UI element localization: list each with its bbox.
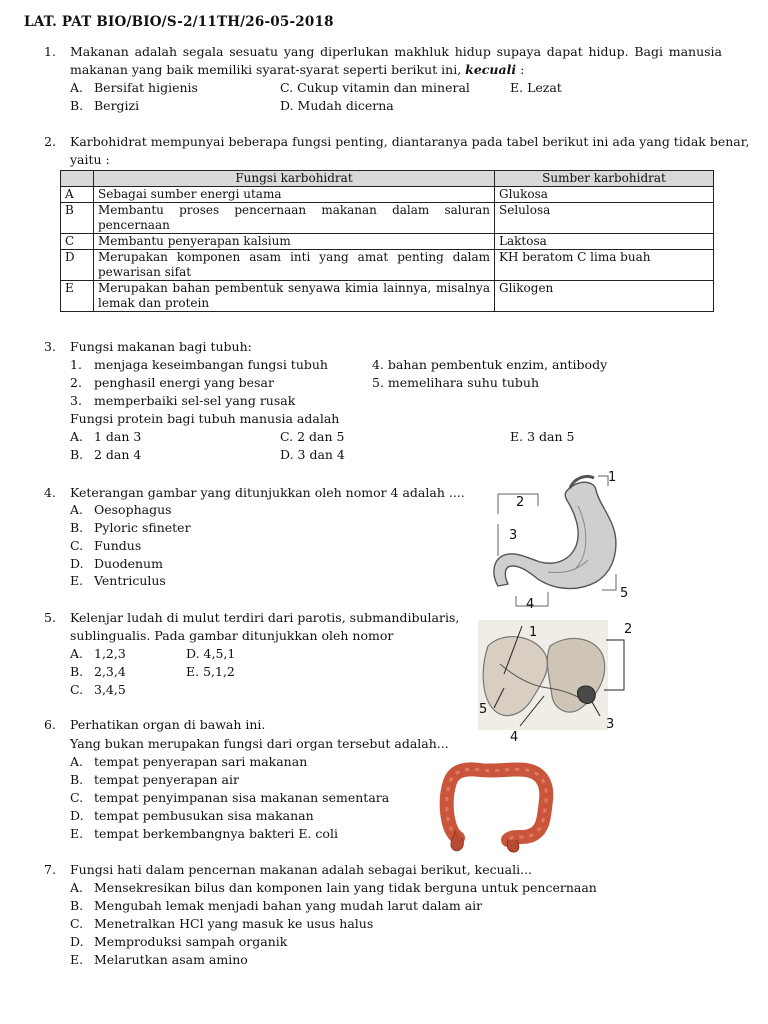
q7-option-e-letter: E. <box>70 952 84 967</box>
table-row[interactable] <box>61 234 714 250</box>
q3-option-d[interactable]: D. 3 dan 4 <box>280 447 345 462</box>
q3-number: 3. <box>44 339 56 354</box>
q3-item-2: penghasil energi yang besar <box>94 375 274 390</box>
q3-option-a-letter: A. <box>70 429 84 444</box>
table-row-fungsi: Merupakan bahan pembentuk senyawa kimia lainnya, misalnya lemak dan protein <box>94 281 495 312</box>
leader-line-1 <box>598 476 608 486</box>
stomach-label-4: 4 <box>526 597 535 612</box>
q3-item-4: 4. bahan pembentuk enzim, antibody <box>372 357 608 372</box>
q5-option-b[interactable]: 2,3,4 <box>94 664 126 679</box>
gland-label-1: 1 <box>529 625 538 640</box>
q7-stem: Fungsi hati dalam pencernan makanan adalah sebagai berikut, kecuali... <box>70 862 533 877</box>
q7-option-b-letter: B. <box>70 898 84 913</box>
table-row-letter: A <box>61 187 94 203</box>
q3-option-e[interactable]: E. 3 dan 5 <box>510 429 575 444</box>
q6-option-d-letter: D. <box>70 808 84 823</box>
q6-option-e[interactable]: tempat berkembangnya bakteri E. coli <box>94 826 338 841</box>
q5-number: 5. <box>44 610 56 625</box>
table-row-fungsi: Membantu proses pencernaan makanan dalam saluran pencernaan <box>94 203 495 234</box>
q2-stem-line2: yaitu : <box>70 152 110 167</box>
table-row-sumber: Selulosa <box>495 203 714 234</box>
table-row-fungsi: Merupakan komponen asam inti yang amat penting dalam pewarisan sifat <box>94 250 495 281</box>
q3-option-c[interactable]: C. 2 dan 5 <box>280 429 345 444</box>
q4-option-e[interactable]: Ventriculus <box>94 573 166 588</box>
table-row-letter: B <box>61 203 94 234</box>
gland-label-2: 2 <box>624 622 633 637</box>
q3-item-1-letter: 1. <box>70 357 82 372</box>
table-row-sumber: Glukosa <box>495 187 714 203</box>
q3-option-b[interactable]: 2 dan 4 <box>94 447 142 462</box>
q5-option-e[interactable]: E. 5,1,2 <box>186 664 235 679</box>
q7-number: 7. <box>44 862 56 877</box>
q6-option-c[interactable]: tempat penyimpanan sisa makanan sementara <box>94 790 390 805</box>
q4-option-a-letter: A. <box>70 502 84 517</box>
q1-option-b[interactable]: Bergizi <box>94 98 140 113</box>
salivary-gland-figure <box>474 616 644 746</box>
q7-option-a[interactable]: Mensekresikan bilus dan komponen lain yang tidak berguna untuk pencernaan <box>94 880 597 895</box>
q6-option-b[interactable]: tempat penyerapan air <box>94 772 239 787</box>
q6-option-e-letter: E. <box>70 826 84 841</box>
q7-option-c[interactable]: Menetralkan HCl yang masuk ke usus halus <box>94 916 374 931</box>
q4-option-e-letter: E. <box>70 573 84 588</box>
page-header: LAT. PAT BIO/BIO/S-2/11TH/26-05-2018 <box>24 14 334 30</box>
q4-option-b-letter: B. <box>70 520 84 535</box>
q6-stem-line1: Perhatikan organ di bawah ini. <box>70 717 266 732</box>
q4-option-b[interactable]: Pyloric sfineter <box>94 520 191 535</box>
q4-option-c[interactable]: Fundus <box>94 538 142 553</box>
gland-dark-spot <box>577 686 595 703</box>
q4-stem: Keterangan gambar yang ditunjukkan oleh nomor 4 adalah .... <box>70 485 465 500</box>
q7-option-a-letter: A. <box>70 880 84 895</box>
table-header-row <box>61 171 714 187</box>
q2-stem-line1: Karbohidrat mempunyai beberapa fungsi penting, diantaranya pada tabel berikut ini ada yang tidak benar, <box>70 134 750 149</box>
q4-number: 4. <box>44 485 56 500</box>
stomach-figure <box>478 466 648 616</box>
q7-option-d[interactable]: Memproduksi sampah organik <box>94 934 288 949</box>
stomach-label-3: 3 <box>509 528 518 543</box>
q5-option-a[interactable]: 1,2,3 <box>94 646 126 661</box>
q5-option-c-letter: C. <box>70 682 84 697</box>
table-row[interactable] <box>61 187 714 203</box>
table-header-fungsi: Fungsi karbohidrat <box>94 171 495 187</box>
q3-item-1: menjaga keseimbangan fungsi tubuh <box>94 357 328 372</box>
table-row-sumber: Laktosa <box>495 234 714 250</box>
gland-label-3: 3 <box>606 717 615 732</box>
q4-option-d[interactable]: Duodenum <box>94 556 163 571</box>
q5-option-d[interactable]: D. 4,5,1 <box>186 646 236 661</box>
q3-option-b-letter: B. <box>70 447 84 462</box>
table-header-sumber: Sumber karbohidrat <box>495 171 714 187</box>
q1-option-b-letter: B. <box>70 98 84 113</box>
q1-option-c[interactable]: C. Cukup vitamin dan mineral <box>280 80 470 95</box>
q3-stem: Fungsi makanan bagi tubuh: <box>70 339 252 354</box>
gland-label-5: 5 <box>479 702 488 717</box>
table-row-letter: C <box>61 234 94 250</box>
q4-option-a[interactable]: Oesophagus <box>94 502 172 517</box>
q1-stem-line1: Makanan adalah segala sesuatu yang diperlukan makhluk hidup supaya dapat hidup. Bagi manusia <box>70 44 722 59</box>
table-row-fungsi: Sebagai sumber energi utama <box>94 187 495 203</box>
q4-option-d-letter: D. <box>70 556 84 571</box>
q1-option-a[interactable]: Bersifat higienis <box>94 80 198 95</box>
q6-number: 6. <box>44 717 56 732</box>
q6-option-d[interactable]: tempat pembusukan sisa makanan <box>94 808 314 823</box>
q6-option-c-letter: C. <box>70 790 84 805</box>
stomach-label-1: 1 <box>608 470 617 485</box>
q3-option-a[interactable]: 1 dan 3 <box>94 429 142 444</box>
q7-option-b[interactable]: Mengubah lemak menjadi bahan yang mudah larut dalam air <box>94 898 483 913</box>
table-row-letter: D <box>61 250 94 281</box>
stomach-label-5: 5 <box>620 586 629 601</box>
table-row[interactable] <box>61 281 714 312</box>
q6-option-b-letter: B. <box>70 772 84 787</box>
large-intestine-figure <box>436 760 558 854</box>
q2-number: 2. <box>44 134 56 149</box>
q3-item-3: memperbaiki sel-sel yang rusak <box>94 393 296 408</box>
stomach-label-2: 2 <box>516 495 525 510</box>
q5-stem-line2: sublingualis. Pada gambar ditunjukkan oleh nomor <box>70 628 394 643</box>
q6-option-a[interactable]: tempat penyerapan sari makanan <box>94 754 308 769</box>
q5-option-c[interactable]: 3,4,5 <box>94 682 126 697</box>
q1-number: 1. <box>44 44 56 59</box>
table-header-letter <box>61 171 94 187</box>
q3-question: Fungsi protein bagi tubuh manusia adalah <box>70 411 340 426</box>
table-row[interactable] <box>61 250 714 281</box>
gland-label-4: 4 <box>510 730 519 745</box>
q1-option-d[interactable]: D. Mudah dicerna <box>280 98 394 113</box>
q6-option-a-letter: A. <box>70 754 84 769</box>
colon-body <box>447 769 547 840</box>
q5-option-a-letter: A. <box>70 646 84 661</box>
q7-option-e[interactable]: Melarutkan asam amino <box>94 952 248 967</box>
table-row-sumber: KH beratom C lima buah <box>495 250 714 281</box>
q3-item-5: 5. memelihara suhu tubuh <box>372 375 540 390</box>
q1-stem-line2: makanan yang baik memiliki syarat-syarat seperti berikut ini, kecuali : <box>70 62 525 77</box>
q7-option-d-letter: D. <box>70 934 84 949</box>
q1-option-e[interactable]: E. Lezat <box>510 80 562 95</box>
q3-item-2-letter: 2. <box>70 375 82 390</box>
q5-stem-line1: Kelenjar ludah di mulut terdiri dari parotis, submandibularis, <box>70 610 460 625</box>
q1-option-a-letter: A. <box>70 80 84 95</box>
table-row-fungsi: Membantu penyerapan kalsium <box>94 234 495 250</box>
q3-item-3-letter: 3. <box>70 393 82 408</box>
q2-table <box>60 170 714 312</box>
q4-option-c-letter: C. <box>70 538 84 553</box>
q6-stem-line2: Yang bukan merupakan fungsi dari organ tersebut adalah... <box>70 736 449 751</box>
q5-option-b-letter: B. <box>70 664 84 679</box>
table-row-sumber: Glikogen <box>495 281 714 312</box>
table-row-letter: E <box>61 281 94 312</box>
table-row[interactable] <box>61 203 714 234</box>
q7-option-c-letter: C. <box>70 916 84 931</box>
rectum <box>507 840 519 852</box>
